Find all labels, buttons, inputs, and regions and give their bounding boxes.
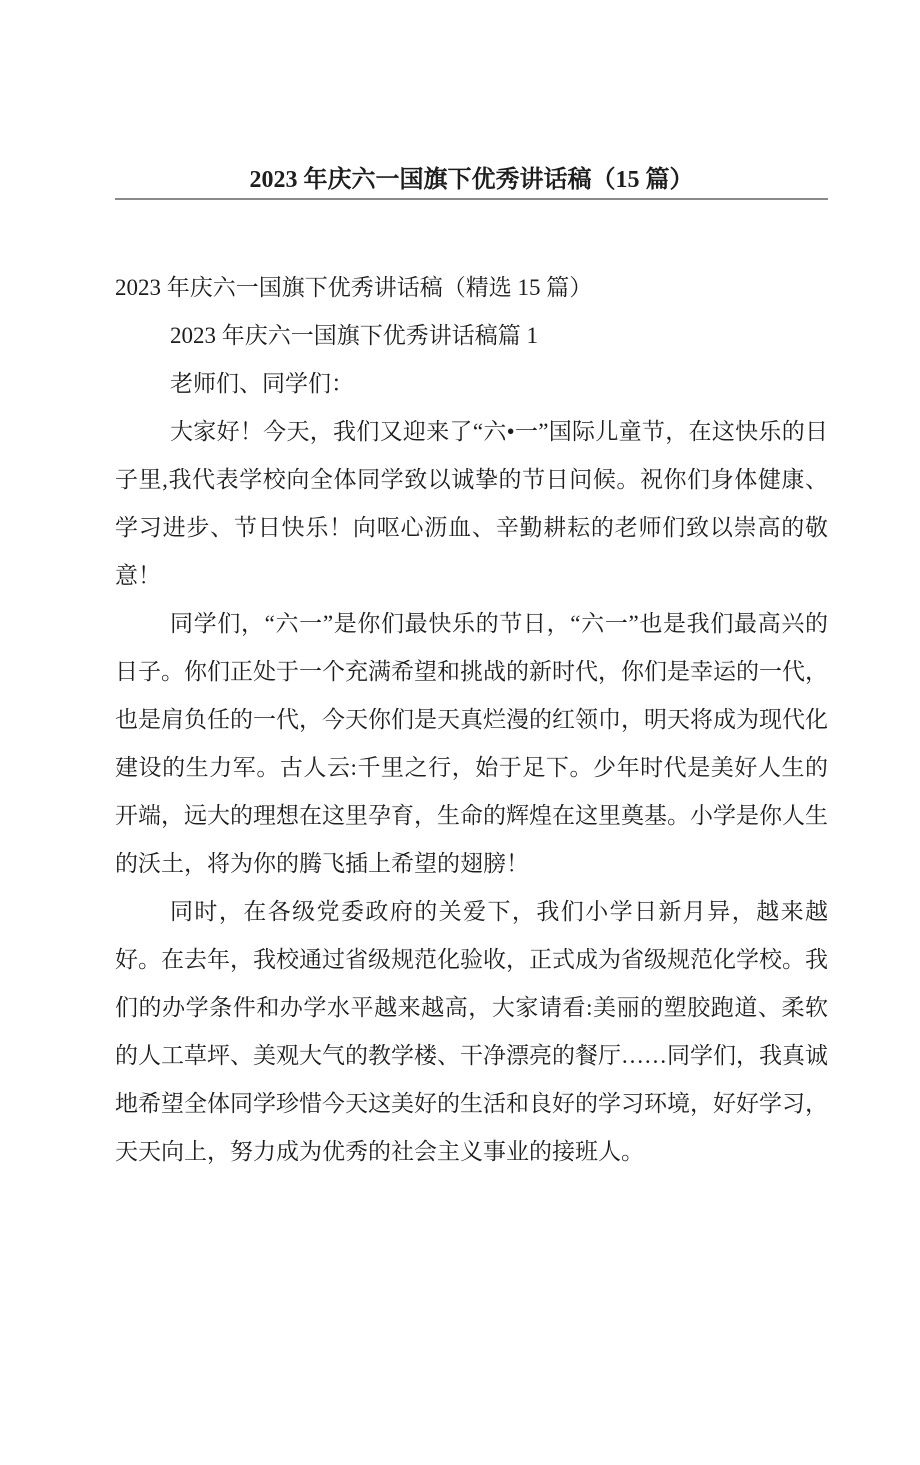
document-title: 2023 年庆六一国旗下优秀讲话稿（15 篇）	[115, 164, 828, 200]
paragraph-subtitle: 2023 年庆六一国旗下优秀讲话稿（精选 15 篇）	[115, 275, 593, 300]
document-body	[115, 264, 828, 1176]
paragraph-section-heading: 2023 年庆六一国旗下优秀讲话稿篇 1	[170, 323, 538, 348]
paragraph-body-2: 同学们，“六一”是你们最快乐的节日，“六一”也是我们最高兴的日子。你们正处于一个充满希望和挑战的新时代，你们是幸运的一代，也是肩负任的一代，今天你们是天真烂漫的红领巾，明天将成为现代化建设的生力军。古人云:千里之行，始于足下。少年时代是美好人生的开端，远大的理想在这里孕育，生命的辉煌在这里奠基。小学是你人生的沃土，将为你的腾飞插上希望的翅膀！	[115, 611, 828, 876]
document-page	[0, 164, 920, 1465]
paragraph-body-3: 同时，在各级党委政府的关爱下，我们小学日新月异，越来越好。在去年，我校通过省级规范化验收，正式成为省级规范化学校。我们的办学条件和办学水平越来越高，大家请看:美丽的塑胶跑道、柔软的人工草坪、美观大气的教学楼、干净漂亮的餐厅……同学们，我真诚地希望全体同学珍惜今天这美好的生活和良好的学习环境，好好学习，天天向上，努力成为优秀的社会主义事业的接班人。	[115, 899, 828, 1164]
paragraph-body-1: 大家好！今天，我们又迎来了“六•一”国际儿童节，在这快乐的日子里,我代表学校向全体同学致以诚挚的节日问候。祝你们身体健康、学习进步、节日快乐！向呕心沥血、辛勤耕耘的老师们致以崇高的敬意！	[115, 419, 828, 588]
paragraph-salutation: 老师们、同学们：	[170, 371, 354, 396]
